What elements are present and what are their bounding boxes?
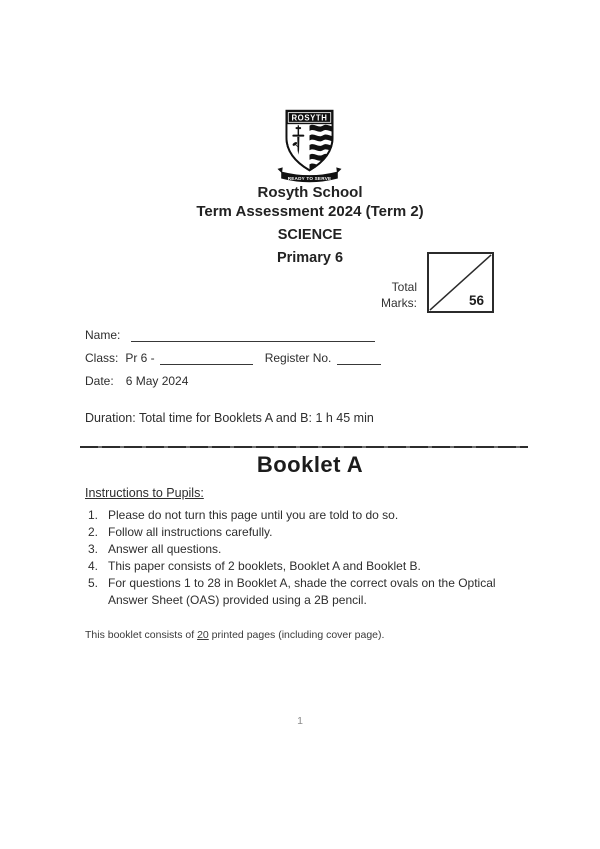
instruction-text: This paper consists of 2 booklets, Booklet A and Booklet B.	[108, 559, 421, 573]
instruction-text: Please do not turn this page until you are told to do so.	[108, 508, 399, 522]
instruction-text: Follow all instructions carefully.	[108, 525, 273, 539]
level-title: Primary 6	[276, 250, 344, 266]
date-row	[85, 372, 188, 388]
name-blank-line	[131, 327, 375, 342]
crest-motto-text: READY TO SERVE	[287, 175, 332, 181]
booklet-title: Booklet A	[256, 452, 364, 477]
class-prefix: Pr 6 -	[125, 351, 155, 365]
name-row	[85, 326, 375, 342]
school-name: Rosyth School	[257, 184, 363, 201]
page-count-note-prefix: This booklet consists of	[85, 629, 198, 641]
school-crest-icon	[276, 107, 343, 186]
instruction-number: 5.	[88, 576, 99, 590]
instruction-number: 3.	[88, 542, 99, 556]
name-label: Name:	[85, 328, 121, 342]
instruction-item	[88, 524, 525, 541]
instruction-item	[88, 558, 525, 575]
crest-banner-text: ROSYTH	[291, 113, 328, 123]
register-label: Register No.	[264, 351, 332, 365]
total-marks-label-line2: Marks:	[381, 296, 417, 310]
instruction-text: For questions 1 to 28 in Booklet A, shade the correct ovals on the Optical Answer Sheet (OAS) provided using a 2B pencil.	[108, 576, 496, 607]
date-label: Date:	[85, 374, 114, 388]
instructions-list	[88, 507, 525, 609]
total-marks-label	[340, 279, 417, 311]
page-count-value: 20	[197, 629, 209, 641]
page-count-note-suffix: printed pages (including cover page).	[208, 629, 385, 641]
total-marks-value: 56	[468, 293, 484, 308]
class-row	[85, 349, 381, 365]
instruction-number: 1.	[88, 508, 99, 522]
register-blank-line	[337, 350, 381, 365]
instruction-number: 2.	[88, 525, 99, 539]
class-blank-line	[160, 350, 253, 365]
total-marks-label-line1: Total	[391, 280, 417, 294]
total-marks-box	[427, 252, 494, 313]
date-value: 6 May 2024	[125, 374, 189, 388]
instructions-heading: Instructions to Pupils:	[85, 486, 204, 500]
page-number: 1	[297, 715, 303, 727]
class-label: Class:	[85, 351, 119, 365]
assessment-title: Term Assessment 2024 (Term 2)	[196, 203, 424, 220]
instruction-item	[88, 575, 525, 609]
instruction-text: Answer all questions.	[108, 542, 222, 556]
instruction-item	[88, 507, 525, 524]
duration-line: Duration: Total time for Booklets A and B: 1 h 45 min	[85, 411, 374, 425]
page-count-note	[85, 629, 384, 641]
instruction-item	[88, 541, 525, 558]
instruction-number: 4.	[88, 559, 99, 573]
subject-title: SCIENCE	[277, 227, 343, 243]
section-divider	[80, 446, 528, 448]
